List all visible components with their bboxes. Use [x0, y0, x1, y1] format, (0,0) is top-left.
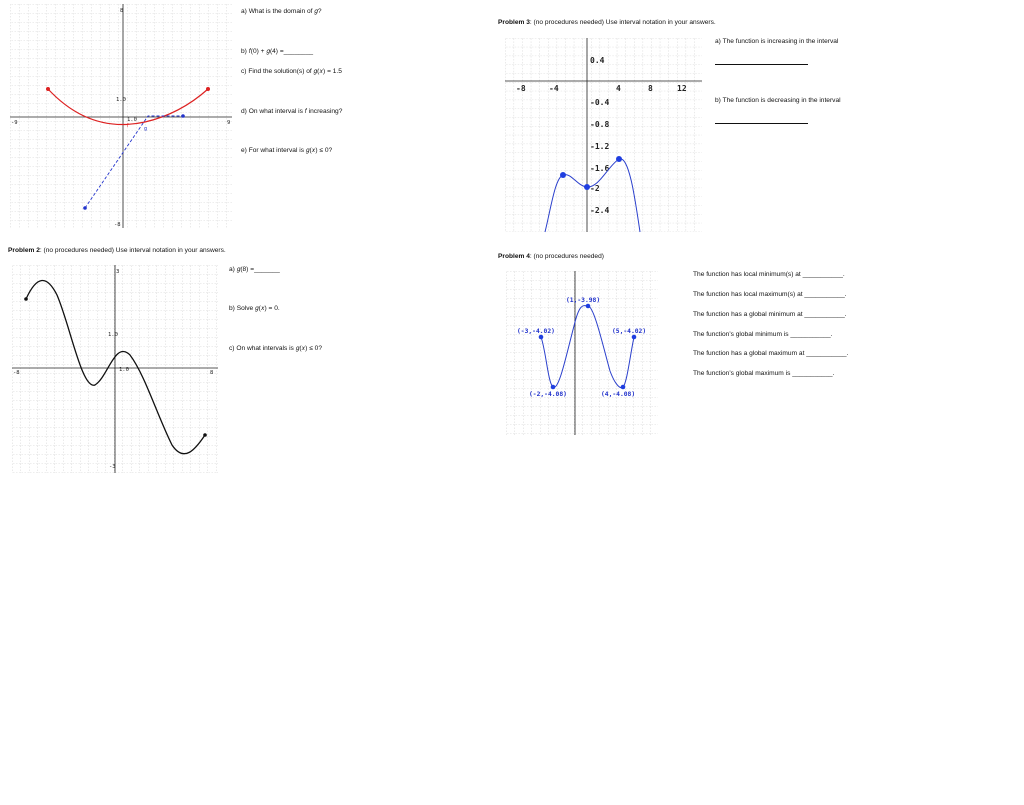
- p1-y-bottom-label: -8: [114, 222, 121, 228]
- p1-question-a: a) What is the domain of 𝑔?: [241, 8, 322, 15]
- p4-question-5: The function has a global maximum at ___________.: [693, 350, 849, 357]
- p3-x-tick-4: 4: [616, 84, 621, 93]
- p4-question-6: The function’s global maximum is ___________.: [693, 370, 835, 377]
- p1-y-top-label: 8: [120, 8, 124, 14]
- p1-question-b: b) 𝑓(0) + 𝑔(4) =________: [241, 48, 314, 55]
- problem4-graph: [506, 271, 658, 437]
- p3-point-local-max-left: [560, 172, 566, 178]
- p2-title-bold: Problem 2: [8, 247, 40, 254]
- p1-x-unit-label: 1.0: [127, 117, 137, 123]
- p4-point-4: [551, 385, 556, 390]
- p1-x-right-label: 9: [227, 120, 231, 126]
- p1-f-endpoint-left: [46, 87, 50, 91]
- p4-title: [498, 253, 604, 260]
- p4-question-3: The function has a global minimum at ___________.: [693, 311, 847, 318]
- p3-x-tick-12: 12: [677, 84, 687, 93]
- p4-question-2: The function has local maximum(s) at ___________.: [693, 291, 847, 298]
- p3-title-rest: : (no procedures needed) Use interval notation in your answers.: [529, 19, 716, 26]
- p3-answer-line-b: [715, 123, 808, 124]
- p2-y-bottom-label: -3: [109, 464, 116, 470]
- p4-question-4: The function’s global minimum is ___________.: [693, 331, 833, 338]
- p4-label-3: (5,-4.02): [612, 328, 647, 335]
- p4-point-2: [539, 335, 544, 340]
- p3-title: [498, 19, 716, 26]
- p3-title-bold: Problem 3: [498, 19, 530, 26]
- p2-title-rest: : (no procedures needed) Use interval notation in your answers.: [39, 247, 226, 254]
- p2-x-left-label: -8: [13, 370, 20, 376]
- p4-title-rest: : (no procedures needed): [529, 253, 604, 260]
- p1-x-left-label: -9: [11, 120, 18, 126]
- p3-y-tick-m0.4: -0.4: [590, 98, 610, 107]
- p3-question-b: b) The function is decreasing in the interval: [715, 97, 841, 104]
- p2-question-a: a) 𝑔(8) =_______: [229, 266, 280, 273]
- p3-question-a: a) The function is increasing in the interval: [715, 38, 839, 45]
- p1-f-label: f: [126, 123, 130, 129]
- p3-y-tick-m2: -2: [590, 184, 600, 193]
- p3-x-tick-8: 8: [648, 84, 653, 93]
- problem2-graph: [12, 265, 218, 475]
- p3-y-tick-m2.4: -2.4: [590, 206, 610, 215]
- problem3-graph: [505, 38, 702, 234]
- p4-point-1: [586, 304, 591, 309]
- p3-answer-line-a: [715, 64, 808, 65]
- problem1-graph: [10, 4, 232, 230]
- p4-label-4: (-2,-4.08): [529, 391, 567, 398]
- p1-f-endpoint-right: [206, 87, 210, 91]
- p3-y-tick-0.4: 0.4: [590, 56, 605, 65]
- p1-question-d: d) On what interval is 𝑓 increasing?: [241, 108, 343, 115]
- p1-question-e: e) For what interval is 𝑔(𝑥) ≤ 0?: [241, 147, 333, 154]
- p1-y-unit-label: 1.0: [116, 97, 126, 103]
- p2-y-unit-label: 1.0: [108, 332, 118, 338]
- p4-question-1: The function has local minimum(s) at ___________.: [693, 271, 845, 278]
- p2-question-c: c) On what intervals is 𝑔(𝑥) ≤ 0?: [229, 345, 322, 352]
- p3-point-local-max-right: [616, 156, 622, 162]
- p2-question-b: b) Solve 𝑔(𝑥) = 0.: [229, 305, 280, 312]
- p3-point-local-min: [584, 184, 590, 190]
- p2-endpoint-right: [203, 433, 207, 437]
- p4-point-3: [632, 335, 637, 340]
- p3-y-tick-m1.2: -1.2: [590, 142, 610, 151]
- p4-label-2: (-3,-4.02): [517, 328, 555, 335]
- p4-label-1: (1,-3.98): [566, 297, 601, 304]
- p1-g-label: g: [144, 126, 148, 132]
- p3-y-tick-m0.8: -0.8: [590, 120, 610, 129]
- p3-x-tick-m4: -4: [549, 84, 559, 93]
- p2-x-unit-label: 1.0: [119, 367, 129, 373]
- p3-y-tick-m1.6: -1.6: [590, 164, 610, 173]
- p2-endpoint-left: [24, 297, 28, 301]
- p1-question-c: c) Find the solution(s) of 𝑔(𝑥) = 1.5: [241, 68, 342, 75]
- p2-y-top-label: 3: [116, 269, 120, 275]
- p2-x-right-label: 8: [210, 370, 214, 376]
- p4-point-5: [621, 385, 626, 390]
- p1-g-endpoint-left: [83, 206, 87, 210]
- p4-title-bold: Problem 4: [498, 253, 530, 260]
- p4-label-5: (4,-4.08): [601, 391, 636, 398]
- p2-title: [8, 247, 226, 254]
- p3-x-tick-m8: -8: [516, 84, 526, 93]
- p1-g-endpoint-right: [181, 114, 185, 118]
